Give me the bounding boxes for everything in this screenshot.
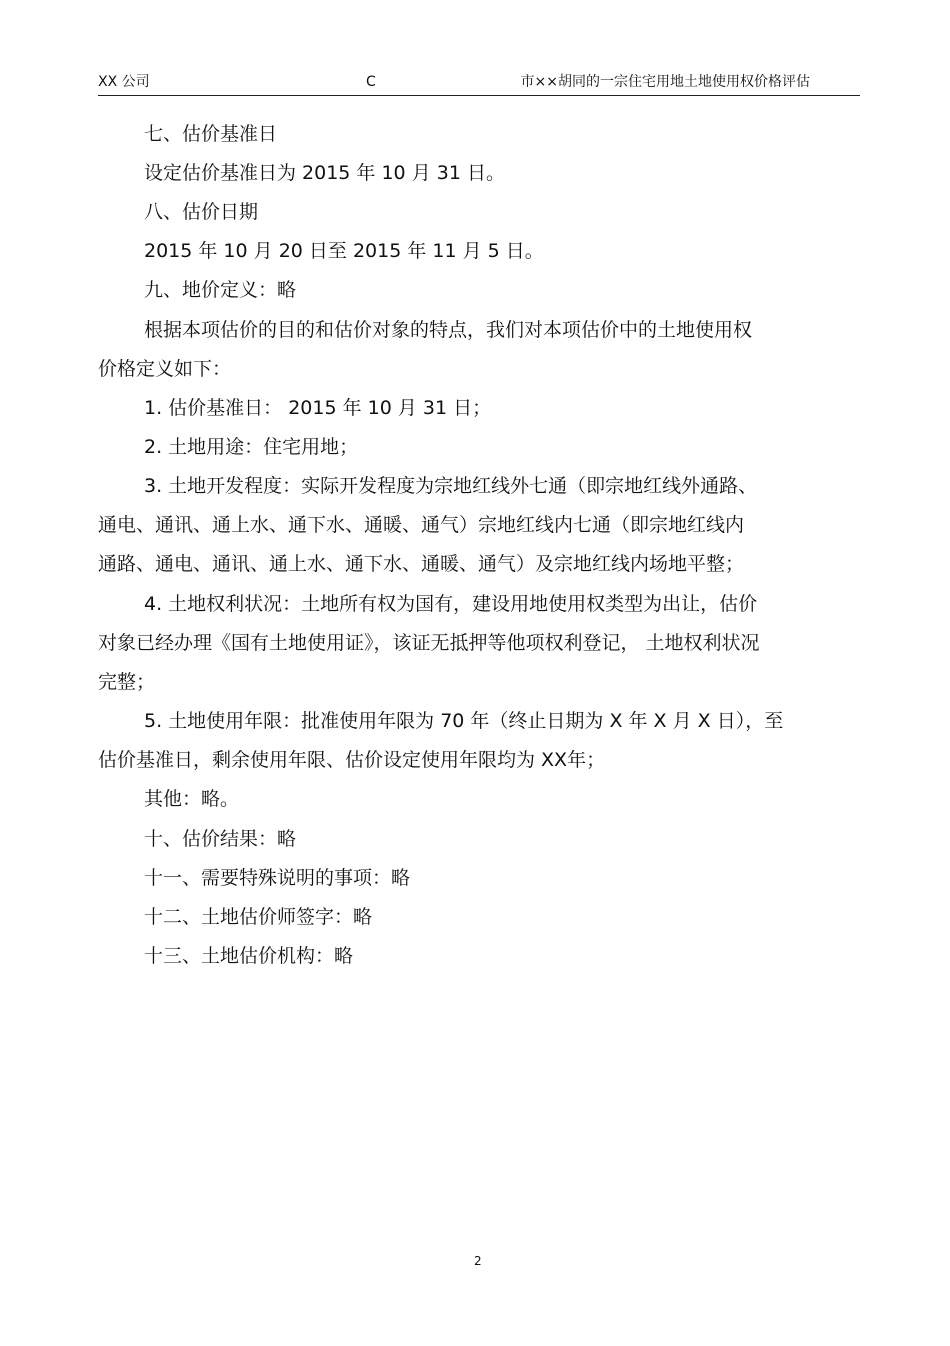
- list-item-land-use: 2. 土地用途：住宅用地；: [144, 436, 359, 458]
- page-number: 2: [474, 1254, 482, 1268]
- section-heading-land-price-definition: 九、地价定义：略: [144, 279, 297, 301]
- paragraph-line: 通路、通电、通讯、通上水、通下水、通暖、通气）及宗地红线内场地平整；: [98, 553, 745, 575]
- list-item-valuation-date: 1. 估价基准日： 2015 年 10 月 31 日；: [144, 397, 492, 419]
- paragraph-line: 根据本项估价的目的和估价对象的特点，我们对本项估价中的土地使用权: [144, 319, 753, 341]
- paragraph-line: 完整；: [98, 671, 156, 693]
- paragraph-line: 设定估价基准日为 2015 年 10 月 31 日。: [144, 162, 505, 184]
- list-item-usage-term: 5. 土地使用年限：批准使用年限为 70 年（终止日期为 X 年 X 月 X 日），至: [144, 710, 784, 732]
- paragraph-line: 通电、通讯、通上水、通下水、通暖、通气）宗地红线内七通（即宗地红线内: [98, 514, 745, 536]
- section-heading-valuation-date: 七、估价基准日: [144, 123, 278, 145]
- section-heading-appraisal-period: 八、估价日期: [144, 201, 259, 223]
- section-heading-appraiser-signature: 十二、土地估价师签字：略: [144, 906, 373, 928]
- page-header: [98, 72, 860, 94]
- header-company: XX 公司: [98, 74, 150, 90]
- header-divider: [98, 95, 860, 96]
- paragraph-line: 估价基准日，剩余使用年限、估价设定使用年限均为 XX年；: [98, 749, 606, 771]
- paragraph-line: 对象已经办理《国有土地使用证》，该证无抵押等他项权利登记， 土地权利状况: [98, 632, 760, 654]
- header-code: C: [366, 74, 376, 90]
- list-item-rights-status: 4. 土地权利状况：土地所有权为国有，建设用地使用权类型为出让，估价: [144, 593, 758, 615]
- section-heading-special-notes: 十一、需要特殊说明的事项：略: [144, 867, 411, 889]
- section-heading-appraisal-institution: 十三、土地估价机构：略: [144, 945, 354, 967]
- section-heading-valuation-result: 十、估价结果：略: [144, 828, 297, 850]
- header-title: 市××胡同的一宗住宅用地土地使用权价格评估: [520, 74, 810, 90]
- list-item-development-level: 3. 土地开发程度：实际开发程度为宗地红线外七通（即宗地红线外通路、: [144, 475, 758, 497]
- paragraph-line: 价格定义如下：: [98, 358, 232, 380]
- paragraph-line-other: 其他：略。: [144, 788, 240, 810]
- paragraph-line: 2015 年 10 月 20 日至 2015 年 11 月 5 日。: [144, 240, 544, 262]
